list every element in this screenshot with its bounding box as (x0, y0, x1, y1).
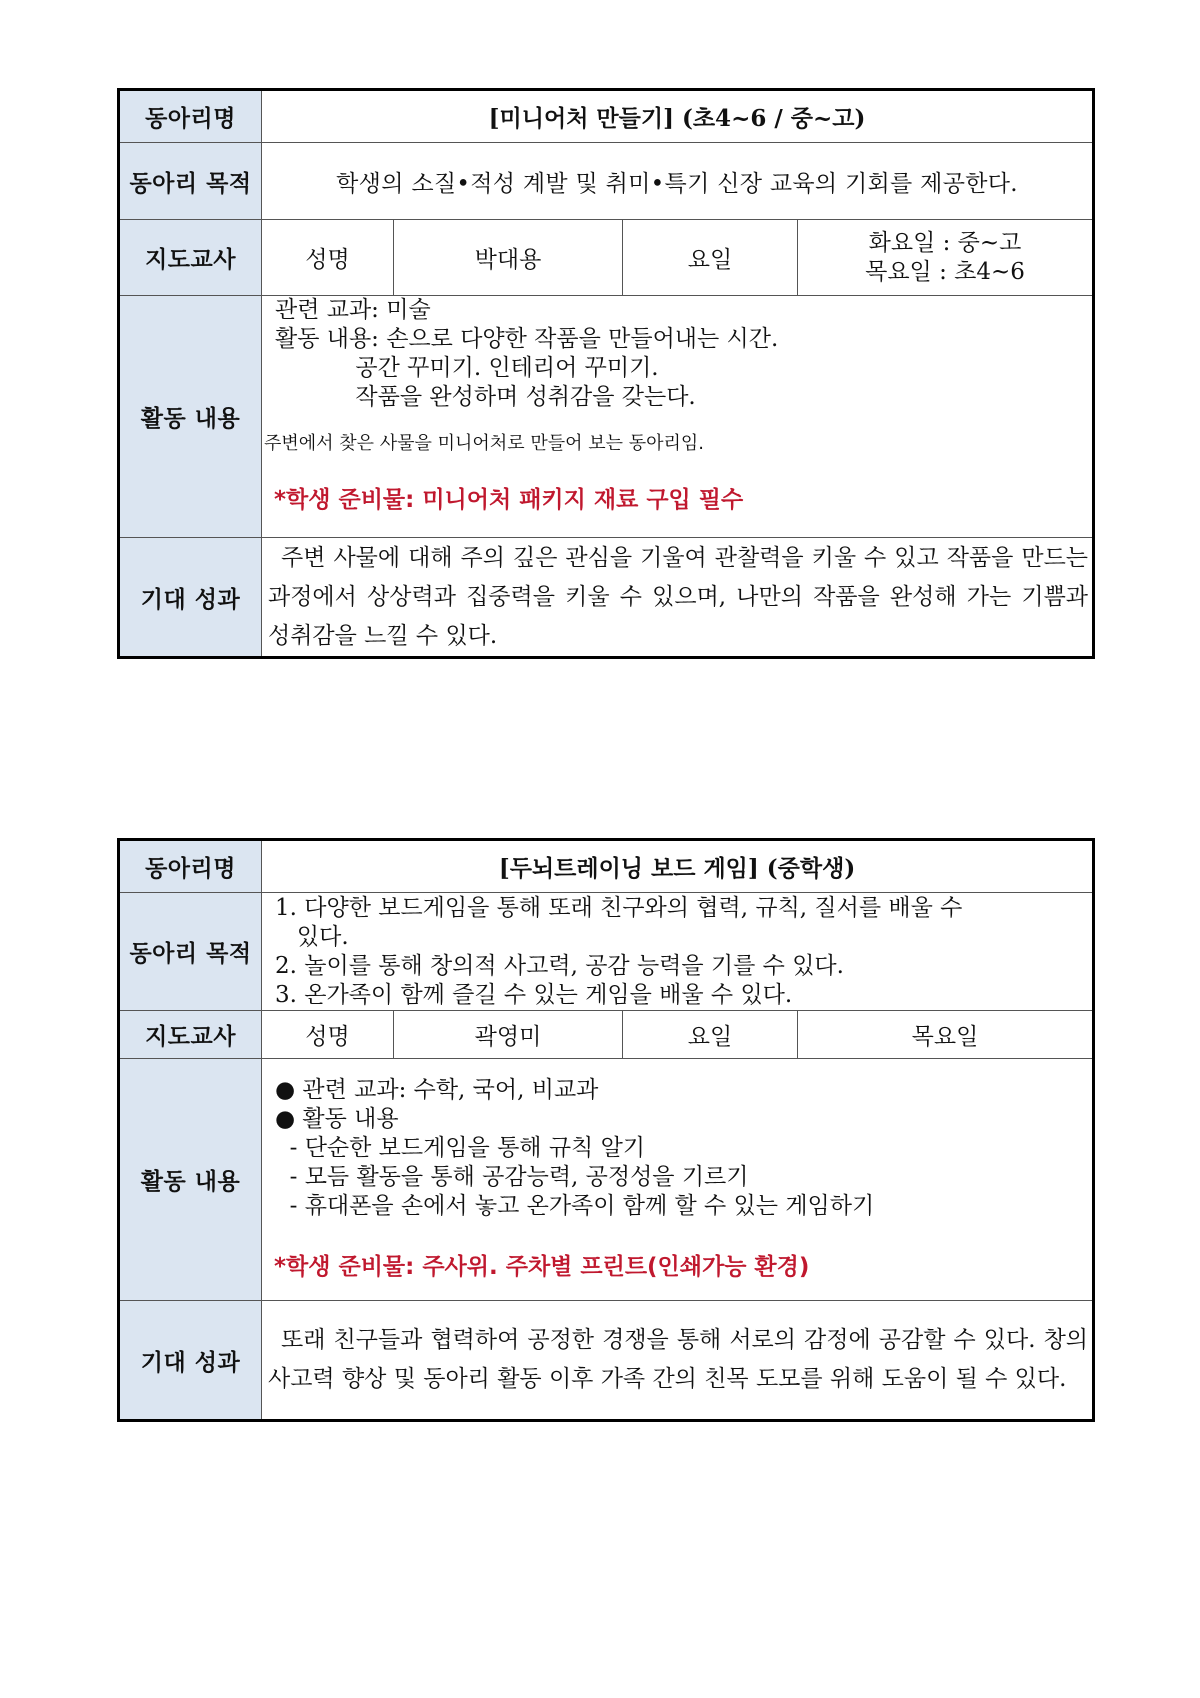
outcome-paragraph: 또래 친구들과 협력하여 공정한 경쟁을 통해 서로의 감정에 공감할 수 있다. 창의사고력 향상 및 동아리 활동 이후 가족 간의 친목 도모를 위해 도움이 될 수 있다. (268, 1327, 1089, 1392)
club-table-2 (117, 838, 1095, 1422)
day-value: 목요일 (798, 1011, 1094, 1059)
purpose-line: 있다. (275, 923, 349, 950)
teacher-name: 박대용 (394, 220, 623, 296)
activity-line: ● 관련 교과: 수학, 국어, 비교과 (275, 1077, 599, 1103)
day-line: 목요일 : 초4~6 (865, 258, 1025, 285)
label-outcome: 기대 성과 (119, 1301, 262, 1421)
purpose-line: 3. 온가족이 함께 즐길 수 있는 게임을 배울 수 있다. (275, 981, 793, 1008)
activity-line: 관련 교과: 미술 (275, 297, 431, 323)
label-activity: 활동 내용 (119, 1059, 262, 1301)
activity-line: - 휴대폰을 손에서 놓고 온가족이 함께 할 수 있는 게임하기 (275, 1193, 875, 1219)
outcome-text (262, 1301, 1094, 1421)
day-schedule (798, 220, 1094, 296)
purpose-line: 1. 다양한 보드게임을 통해 또래 친구와의 협력, 규칙, 질서를 배울 수 (275, 894, 963, 921)
label-teacher: 지도교사 (119, 1011, 262, 1059)
day-label: 요일 (623, 220, 798, 296)
club-title: [두뇌트레이닝 보드 게임] (중학생) (262, 840, 1094, 893)
activity-line: ● 활동 내용 (275, 1106, 399, 1132)
day-label: 요일 (623, 1011, 798, 1059)
teacher-name-label: 성명 (262, 220, 394, 296)
activity-content (262, 296, 1094, 538)
activity-line: - 모듬 활동을 통해 공감능력, 공정성을 기르기 (275, 1164, 749, 1190)
activity-line: 공간 꾸미기. 인테리어 꾸미기. (275, 355, 659, 381)
club-table-1 (117, 88, 1095, 659)
label-teacher: 지도교사 (119, 220, 262, 296)
club-title: [미니어처 만들기] (초4~6 / 중~고) (262, 90, 1094, 143)
outcome-text (262, 538, 1094, 658)
teacher-name-label: 성명 (262, 1011, 394, 1059)
label-club-name: 동아리명 (119, 840, 262, 893)
activity-line: 활동 내용: 손으로 다양한 작품을 만들어내는 시간. (275, 326, 779, 352)
activity-content (262, 1059, 1094, 1301)
prep-notice: *학생 준비물: 미니어처 패키지 재료 구입 필수 (274, 487, 744, 513)
club-purpose (262, 893, 1094, 1011)
activity-line: - 단순한 보드게임을 통해 규칙 알기 (275, 1135, 646, 1161)
prep-notice: *학생 준비물: 주사위. 주차별 프린트(인쇄가능 환경) (274, 1254, 810, 1280)
label-outcome: 기대 성과 (119, 538, 262, 658)
label-club-name: 동아리명 (119, 90, 262, 143)
label-purpose: 동아리 목적 (119, 143, 262, 220)
activity-line: 작품을 완성하며 성취감을 갖는다. (275, 384, 696, 410)
outcome-paragraph: 주변 사물에 대해 주의 깊은 관심을 기울여 관찰력을 키울 수 있고 작품을 만드는 과정에서 상상력과 집중력을 키울 수 있으며, 나만의 작품을 완성해 가는 기쁨과 성취감을 느낄 수 있다. (268, 544, 1089, 649)
label-purpose: 동아리 목적 (119, 893, 262, 1011)
label-activity: 활동 내용 (119, 296, 262, 538)
teacher-name: 곽영미 (394, 1011, 623, 1059)
activity-note: 주변에서 찾은 사물을 미니어처로 만들어 보는 동아리임. (264, 433, 704, 454)
club-purpose: 학생의 소질•적성 계발 및 취미•특기 신장 교육의 기회를 제공한다. (262, 143, 1094, 220)
purpose-line: 2. 놀이를 통해 창의적 사고력, 공감 능력을 기를 수 있다. (275, 952, 844, 979)
day-line: 화요일 : 중~고 (868, 229, 1022, 256)
